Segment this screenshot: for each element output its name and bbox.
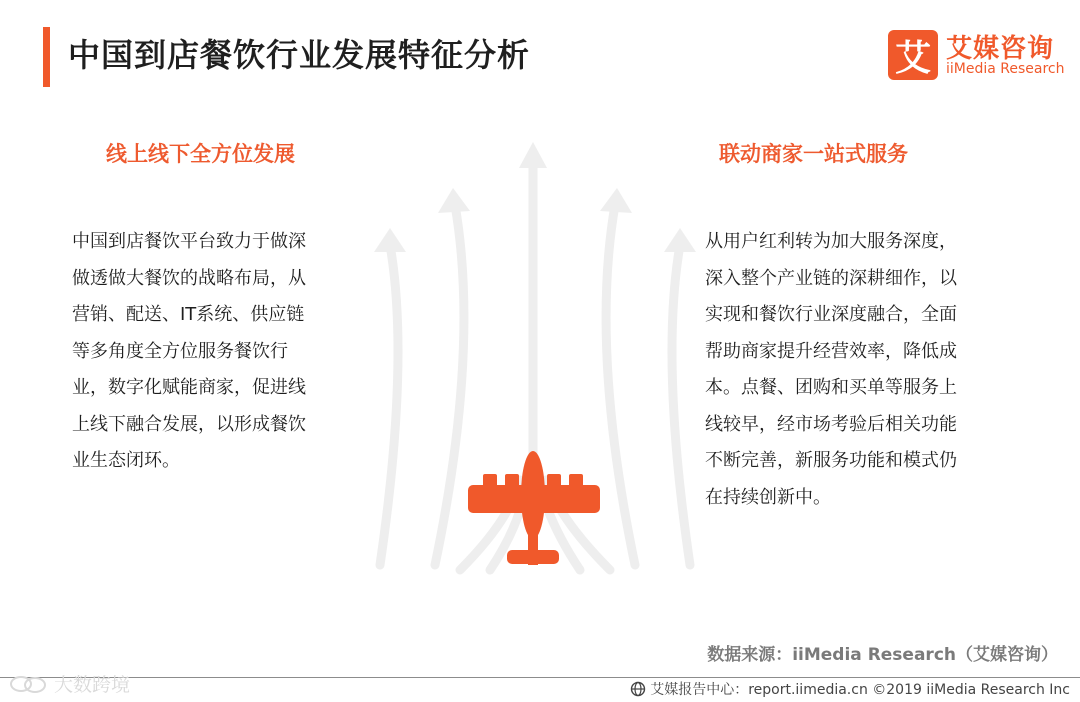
left-heading: 线上线下全方位发展 xyxy=(106,142,295,166)
trail-arrow-left-outer xyxy=(380,245,398,565)
logo-name-en: iiMedia Research xyxy=(946,61,1065,77)
logo-mark: 艾 xyxy=(888,30,938,80)
center-illustration xyxy=(370,140,700,580)
left-line: 做透做大餐饮的战略布局，从 xyxy=(72,267,306,289)
airplane-icon xyxy=(468,451,600,565)
right-line: 帮助商家提升经营效率，降低成 xyxy=(705,340,957,362)
rising-arrows-illustration xyxy=(370,140,700,580)
left-line: 中国到店餐饮平台致力于做深 xyxy=(72,231,306,252)
right-line: 实现和餐饮行业深度融合，全面 xyxy=(705,304,957,325)
brand-logo xyxy=(888,30,1068,82)
watermark xyxy=(8,670,130,697)
trail-arrow-left-mid xyxy=(435,205,464,565)
footer xyxy=(630,679,1070,699)
arrowhead-center xyxy=(519,142,547,168)
trail-arrow-right-mid xyxy=(606,205,635,565)
watermark-chat-icon xyxy=(8,674,48,694)
footer-text: 艾媒报告中心：report.iimedia.cn ©2019 iiMedia Research Inc xyxy=(650,682,1070,698)
arrowhead-left-mid xyxy=(438,188,470,213)
left-line: 业，数字化赋能商家，促进线 xyxy=(72,377,306,398)
logo-name-cn: 艾媒咨询 xyxy=(946,34,1055,64)
right-line: 在持续创新中。 xyxy=(705,486,831,508)
right-heading: 联动商家一站式服务 xyxy=(719,142,908,166)
right-line: 从用户红利转为加大服务深度， xyxy=(705,231,957,252)
left-line: 营销、配送、IT系统、供应链 xyxy=(72,304,305,325)
right-line: 本。点餐、团购和买单等服务上 xyxy=(705,377,957,398)
arrowhead-right-mid xyxy=(600,188,632,213)
page-title: 中国到店餐饮行业发展特征分析 xyxy=(68,36,531,74)
arrowhead-left-outer xyxy=(374,228,406,252)
title-accent-bar xyxy=(43,27,50,87)
left-line: 上线下融合发展，以形成餐饮 xyxy=(72,413,306,435)
left-line: 等多角度全方位服务餐饮行 xyxy=(72,340,288,362)
trail-arrow-right-outer xyxy=(672,245,690,565)
left-body-text xyxy=(72,224,347,480)
data-source: 数据来源：iiMedia Research（艾媒咨询） xyxy=(707,645,1058,665)
left-line: 业生态闭环。 xyxy=(72,450,180,471)
globe-icon xyxy=(630,681,646,697)
right-line: 线较早，经市场考验后相关功能 xyxy=(705,413,957,435)
right-line: 深入整个产业链的深耕细作，以 xyxy=(705,267,957,289)
footer-divider xyxy=(0,677,1080,678)
watermark-text: 大数跨境 xyxy=(54,674,131,696)
right-line: 不断完善，新服务功能和模式仍 xyxy=(705,450,957,471)
arrowhead-right-outer xyxy=(664,228,696,252)
right-body-text xyxy=(705,224,995,516)
